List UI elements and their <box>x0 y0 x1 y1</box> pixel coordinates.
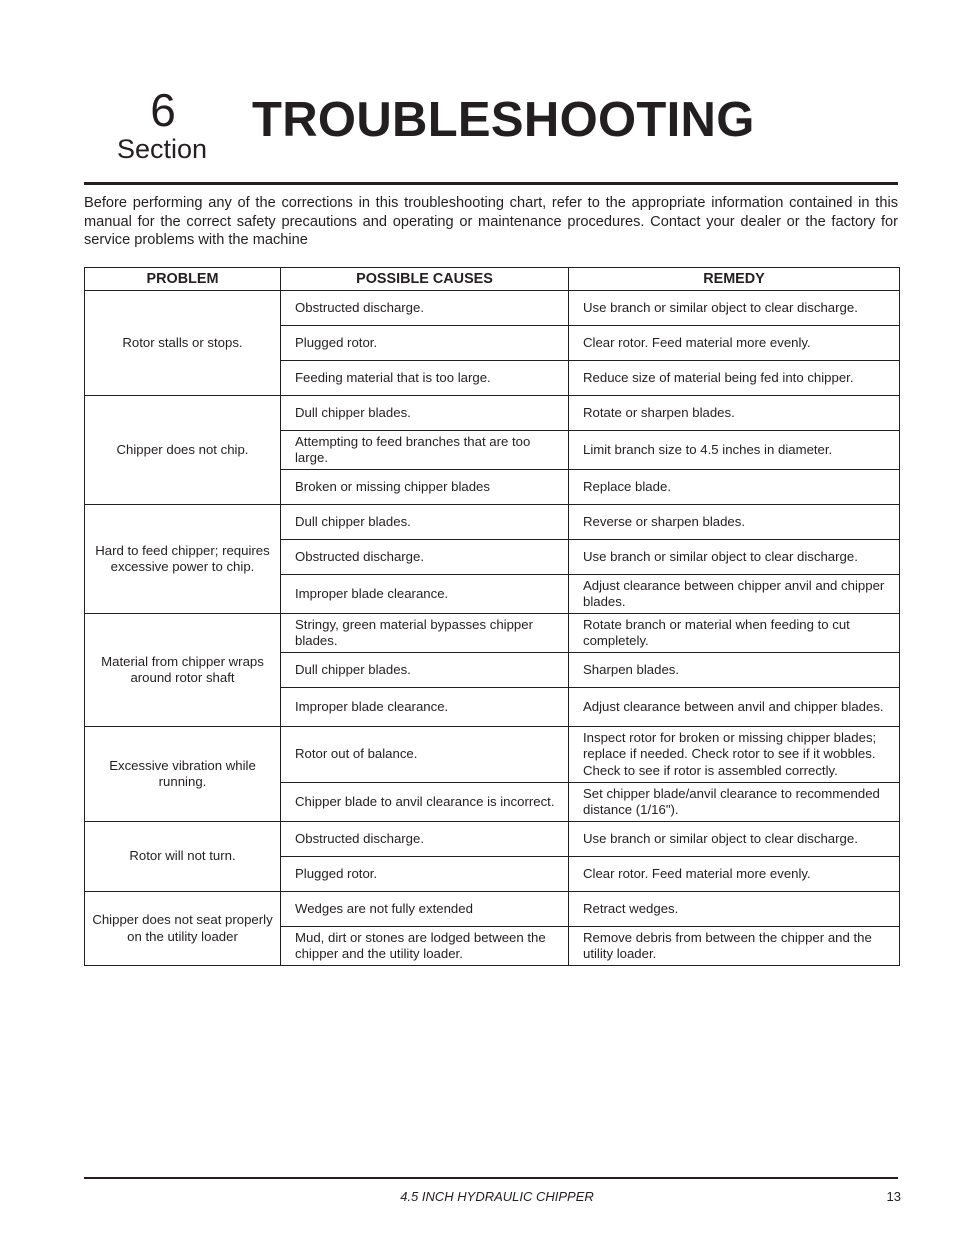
remedy-cell: Clear rotor. Feed material more evenly. <box>569 857 900 892</box>
header-remedy: REMEDY <box>569 268 900 291</box>
remedy-cell: Rotate branch or material when feeding to cut completely. <box>569 614 900 653</box>
cause-cell: Wedges are not fully extended <box>281 892 569 927</box>
problem-cell: Material from chipper wraps around rotor shaft <box>85 614 281 727</box>
remedy-cell: Reverse or sharpen blades. <box>569 505 900 540</box>
cause-cell: Obstructed discharge. <box>281 822 569 857</box>
cause-cell: Plugged rotor. <box>281 857 569 892</box>
remedy-cell: Use branch or similar object to clear discharge. <box>569 291 900 326</box>
cause-cell: Chipper blade to anvil clearance is incorrect. <box>281 783 569 822</box>
remedy-cell: Limit branch size to 4.5 inches in diameter. <box>569 431 900 470</box>
cause-cell: Stringy, green material bypasses chipper blades. <box>281 614 569 653</box>
cause-cell: Rotor out of balance. <box>281 727 569 783</box>
remedy-cell: Rotate or sharpen blades. <box>569 396 900 431</box>
remedy-cell: Use branch or similar object to clear discharge. <box>569 822 900 857</box>
footer-divider <box>84 1177 898 1179</box>
problem-cell: Rotor stalls or stops. <box>85 291 281 396</box>
cause-cell: Plugged rotor. <box>281 326 569 361</box>
section-number: 6 <box>150 84 176 136</box>
table-row <box>85 614 900 653</box>
table-header-row <box>85 268 900 291</box>
table-row <box>85 291 900 326</box>
remedy-cell: Remove debris from between the chipper and the utility loader. <box>569 927 900 966</box>
cause-cell: Mud, dirt or stones are lodged between the chipper and the utility loader. <box>281 927 569 966</box>
remedy-cell: Replace blade. <box>569 470 900 505</box>
table-row <box>85 505 900 540</box>
cause-cell: Dull chipper blades. <box>281 505 569 540</box>
problem-cell: Rotor will not turn. <box>85 822 281 892</box>
remedy-cell: Retract wedges. <box>569 892 900 927</box>
remedy-cell: Clear rotor. Feed material more evenly. <box>569 326 900 361</box>
header-divider <box>84 182 898 185</box>
section-label: Section <box>117 134 208 164</box>
cause-cell: Attempting to feed branches that are too large. <box>281 431 569 470</box>
cause-cell: Dull chipper blades. <box>281 653 569 688</box>
remedy-cell: Sharpen blades. <box>569 653 900 688</box>
remedy-cell: Use branch or similar object to clear discharge. <box>569 540 900 575</box>
problem-cell: Hard to feed chipper; requires excessive power to chip. <box>85 505 281 614</box>
table-row <box>85 396 900 431</box>
cause-cell: Improper blade clearance. <box>281 575 569 614</box>
page-number: 13 <box>886 1189 901 1204</box>
remedy-cell: Reduce size of material being fed into chipper. <box>569 361 900 396</box>
cause-cell: Feeding material that is too large. <box>281 361 569 396</box>
table-row <box>85 727 900 783</box>
page-title: TROUBLESHOOTING <box>252 93 755 147</box>
cause-cell: Obstructed discharge. <box>281 540 569 575</box>
cause-cell: Dull chipper blades. <box>281 396 569 431</box>
problem-cell: Chipper does not chip. <box>85 396 281 505</box>
header-problem: PROBLEM <box>85 268 281 291</box>
table-row <box>85 892 900 927</box>
remedy-cell: Set chipper blade/anvil clearance to recommended distance (1/16"). <box>569 783 900 822</box>
footer-title: 4.5 INCH HYDRAULIC CHIPPER <box>400 1189 594 1204</box>
troubleshooting-table <box>84 267 900 966</box>
table-row <box>85 822 900 857</box>
problem-cell: Excessive vibration while running. <box>85 727 281 822</box>
remedy-cell: Adjust clearance between anvil and chipper blades. <box>569 688 900 727</box>
intro-paragraph: Before performing any of the corrections in this troubleshooting chart, refer to the appropriate information contained in this manual for the correct safety precautions and operating or maintenance procedures. Contact your dealer or the factory for service problems with the machine <box>84 195 898 249</box>
cause-cell: Broken or missing chipper blades <box>281 470 569 505</box>
cause-cell: Obstructed discharge. <box>281 291 569 326</box>
remedy-cell: Inspect rotor for broken or missing chipper blades; replace if needed. Check rotor to see if it wobbles. Check to see if rotor is assembled correctly. <box>569 727 900 783</box>
remedy-cell: Adjust clearance between chipper anvil and chipper blades. <box>569 575 900 614</box>
problem-cell: Chipper does not seat properly on the utility loader <box>85 892 281 966</box>
header-possible-causes: POSSIBLE CAUSES <box>281 268 569 291</box>
cause-cell: Improper blade clearance. <box>281 688 569 727</box>
